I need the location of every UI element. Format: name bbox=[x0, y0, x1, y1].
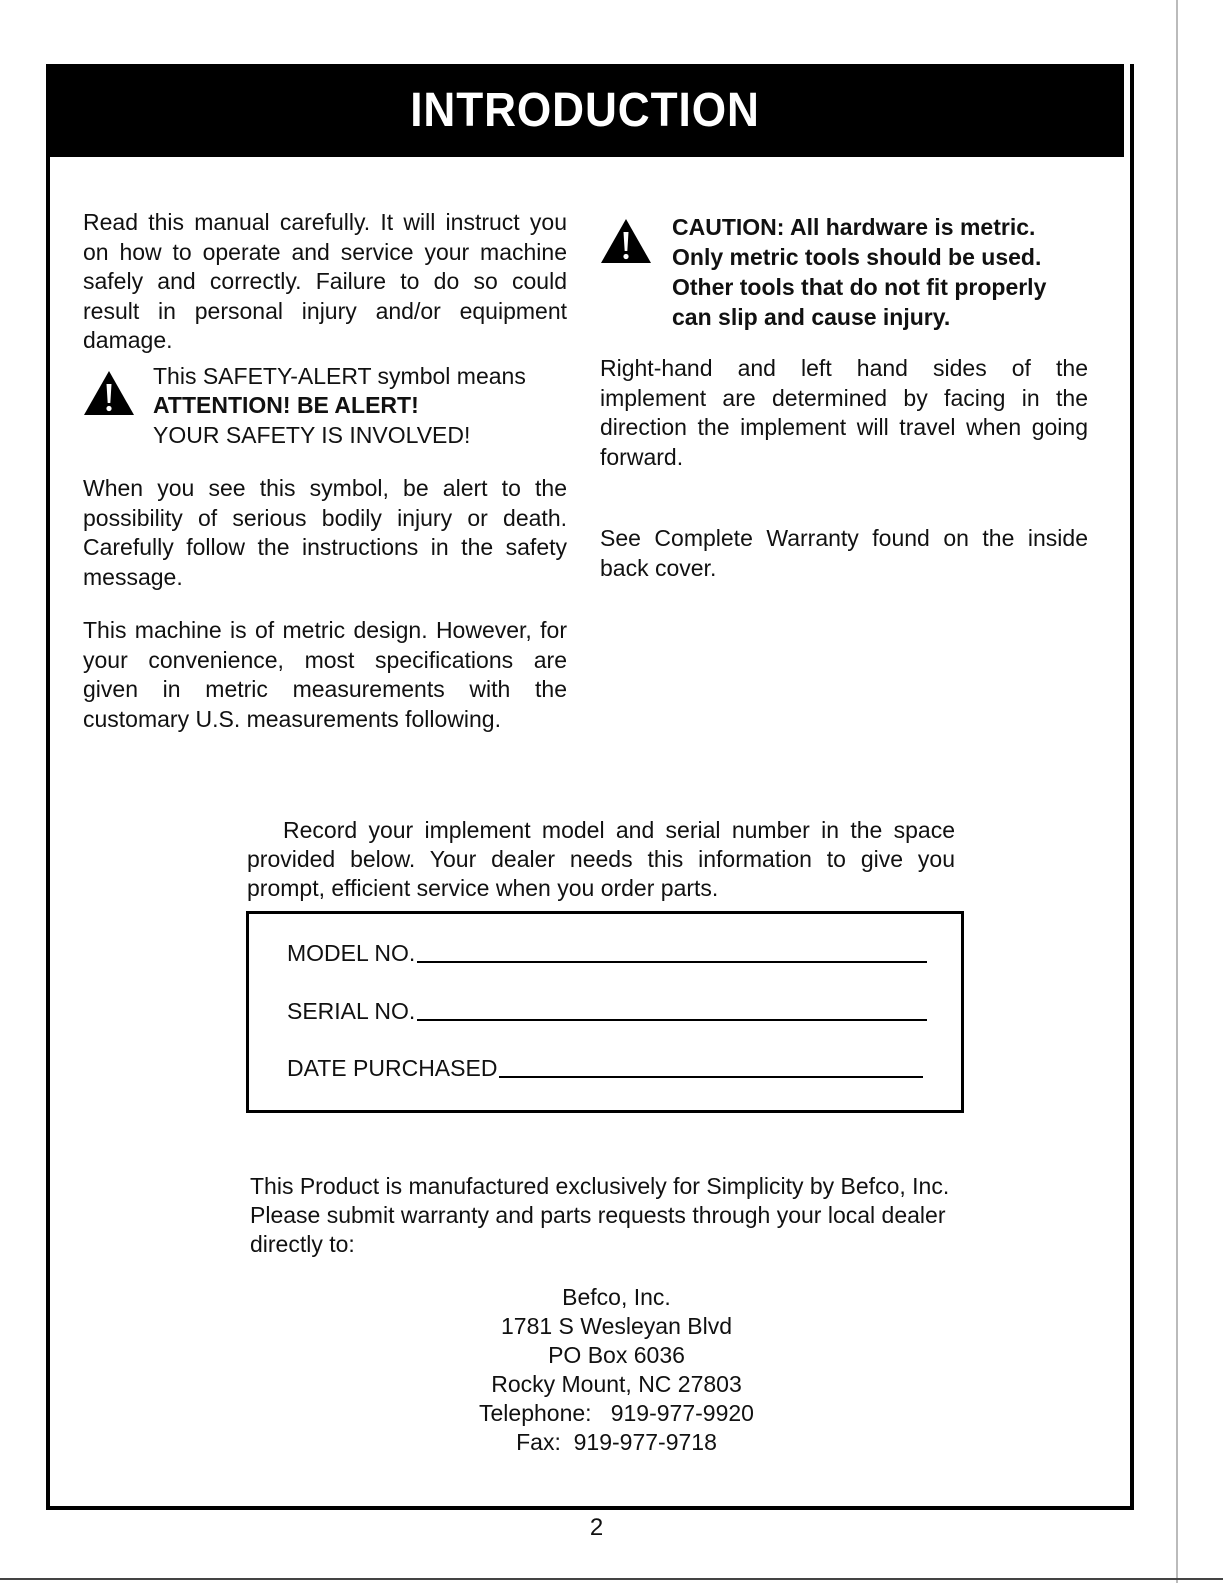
title-bar bbox=[46, 64, 1124, 157]
address-telephone: Telephone: 919-977-9920 bbox=[479, 1400, 754, 1426]
metric-paragraph: This machine is of metric design. However, for your convenience, most specifications are given in metric measurements with the customary U.S. measurements following. bbox=[83, 617, 567, 732]
left-column bbox=[83, 208, 567, 734]
date-purchased-label: DATE PURCHASED bbox=[287, 1055, 498, 1081]
model-no-label: MODEL NO. bbox=[287, 940, 416, 966]
record-instructions-block bbox=[247, 816, 955, 903]
symbol-paragraph: When you see this symbol, be alert to the possibility of serious bodily injury or death. Carefully follow the instructions in the safety message. bbox=[83, 475, 567, 590]
address-fax: Fax: 919-977-9718 bbox=[516, 1429, 717, 1455]
address-city-state-zip: Rocky Mount, NC 27803 bbox=[491, 1371, 742, 1397]
page-title: INTRODUCTION bbox=[410, 84, 760, 137]
scan-bottom-line bbox=[0, 1578, 1223, 1580]
warning-triangle-icon bbox=[83, 370, 135, 424]
address-company: Befco, Inc. bbox=[562, 1284, 671, 1310]
caution-text: CAUTION: All hardware is metric. Only metric tools should be used. Other tools that do not fit properly can slip and cause injury. bbox=[672, 214, 1047, 330]
record-instructions: Record your implement model and serial number in the space provided below. Your dealer needs this information to give you prompt, efficient service when you order parts. bbox=[247, 817, 955, 901]
safety-alert-involved: YOUR SAFETY IS INVOLVED! bbox=[153, 421, 471, 448]
serial-no-field[interactable] bbox=[287, 998, 927, 1025]
record-form-box bbox=[246, 911, 964, 1113]
sides-paragraph: Right-hand and left hand sides of the implement are determined by facing in the direction the implement will travel when going forward. bbox=[600, 355, 1088, 470]
address-po-box: PO Box 6036 bbox=[548, 1342, 685, 1368]
model-no-input-line[interactable] bbox=[417, 961, 927, 963]
safety-alert-line1: This SAFETY-ALERT symbol means bbox=[153, 362, 526, 389]
safety-alert-attention: ATTENTION! BE ALERT! bbox=[153, 392, 419, 418]
warranty-paragraph: See Complete Warranty found on the inside back cover. bbox=[600, 525, 1088, 581]
warning-triangle-icon bbox=[600, 218, 652, 272]
right-column bbox=[600, 208, 1088, 583]
date-purchased-input-line[interactable] bbox=[499, 1076, 923, 1078]
serial-no-input-line[interactable] bbox=[417, 1019, 927, 1021]
manufacturer-statement: This Product is manufactured exclusively for Simplicity by Befco, Inc. Please submit warranty and parts requests through your local dealer directly to: bbox=[250, 1173, 950, 1257]
address-street: 1781 S Wesleyan Blvd bbox=[501, 1313, 732, 1339]
safety-alert-block bbox=[83, 362, 567, 451]
caution-block bbox=[600, 212, 1088, 332]
serial-no-label: SERIAL NO. bbox=[287, 998, 416, 1024]
page-number: 2 bbox=[589, 1514, 604, 1541]
model-no-field[interactable] bbox=[287, 940, 927, 967]
manufacturer-statement-block bbox=[250, 1172, 990, 1259]
address-block bbox=[0, 1283, 1223, 1457]
intro-paragraph: Read this manual carefully. It will instruct you on how to operate and service your machine safely and correctly. Failure to do so could result in personal injury and/or equipment damage. bbox=[83, 209, 567, 353]
date-purchased-field[interactable] bbox=[287, 1055, 923, 1082]
